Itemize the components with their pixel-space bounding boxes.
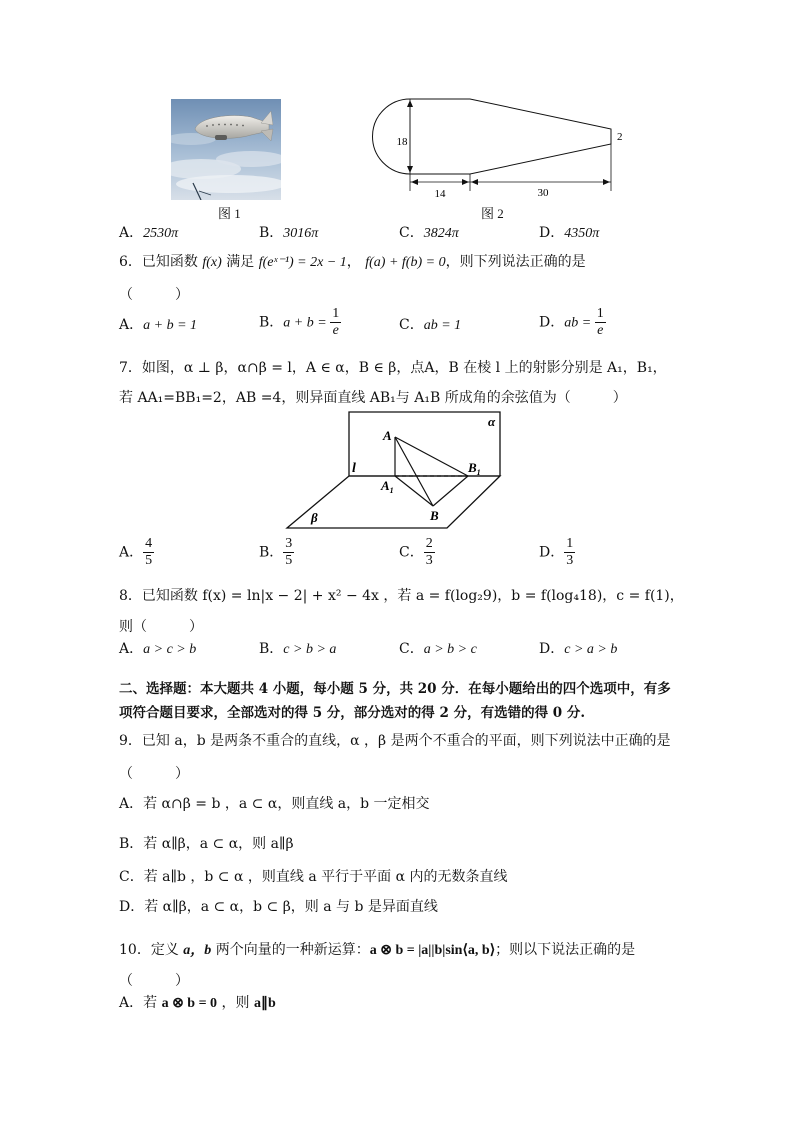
q10-formula: a ⊗ b = |a||b|sin⟨a, b⟩ xyxy=(369,943,496,958)
q9-option-d[interactable]: D．若 α∥β，a ⊂ α，b ⊂ β，则 a 与 b 是异面直线 xyxy=(119,899,438,915)
q7-label-A1-sub: 1 xyxy=(389,486,394,495)
q9-option-c[interactable]: C．若 a∥b ，b ⊂ α ，则直线 a 平行于平面 α 内的无数条直线 xyxy=(119,869,508,885)
airship-photo-image xyxy=(171,99,281,200)
option-label: A． xyxy=(119,317,144,333)
option-label: A． xyxy=(119,544,144,561)
fraction-denominator: e xyxy=(332,323,339,338)
option-value: c > a > b xyxy=(564,642,618,657)
q6-option-b[interactable] xyxy=(259,306,341,339)
fraction xyxy=(424,536,435,569)
q7-option-b[interactable] xyxy=(259,536,294,569)
fraction-numerator: 1 xyxy=(596,306,604,321)
q7-label-beta: β xyxy=(311,510,318,525)
option-label: D． xyxy=(539,314,565,331)
q6-option-a[interactable] xyxy=(119,316,197,335)
option-value: ab = 1 xyxy=(423,318,462,333)
option-value: a > b > c xyxy=(423,642,477,657)
option-label: A． xyxy=(119,225,144,241)
q5-option-b[interactable] xyxy=(259,224,318,243)
q5-option-a[interactable] xyxy=(119,224,178,243)
q7-label-alpha: α xyxy=(488,414,496,429)
q10-stem xyxy=(119,941,635,960)
fraction-numerator: 1 xyxy=(332,306,340,321)
q6-condition-2: f(a) + f(b) = 0 xyxy=(365,255,446,270)
q7-option-a[interactable] xyxy=(119,536,154,569)
option-label: B． xyxy=(259,641,284,657)
q8-stem-line-1: 8．已知函数 f(x) = ln|x − 2| + x² − 4x ，若 a = f(log₂9)，b = f(log₄18)，c = f(1)， xyxy=(119,588,684,604)
q7-label-B: B xyxy=(430,508,439,523)
q10-stem-b: 两个向量的一种新运算： xyxy=(211,942,370,958)
q5-option-c[interactable] xyxy=(399,224,459,243)
option-label: B． xyxy=(259,544,284,561)
option-value: 3016π xyxy=(283,226,319,241)
fraction xyxy=(143,536,154,569)
q10-option-a-mid: ，则 xyxy=(217,995,254,1011)
fig2-dim-14: 14 xyxy=(434,188,446,200)
q8-option-a[interactable] xyxy=(119,640,196,659)
option-value: 4350π xyxy=(564,226,600,241)
fraction xyxy=(564,536,575,569)
option-value: ab = xyxy=(564,315,595,331)
fraction-denominator: e xyxy=(597,323,604,338)
section-2-heading-line-2: 项符合题目要求，全部选对的得 5 分，部分选对的得 2 分，有选错的得 0 分. xyxy=(119,705,586,721)
option-value: a + b = 1 xyxy=(143,318,198,333)
q10-option-a-end: a∥b xyxy=(253,996,276,1011)
fig2-dim-2: 2 xyxy=(617,131,623,143)
option-label: A． xyxy=(119,641,144,657)
q7-label-A: A xyxy=(383,428,392,443)
q6-answer-paren: （ ） xyxy=(119,287,189,303)
q7-label-A1-main: A xyxy=(381,478,390,493)
q7-label-B1-main: B xyxy=(468,460,477,475)
q6-stem-c: ， xyxy=(346,254,361,270)
q10-stem-a: 10．定义 xyxy=(119,942,184,958)
figure-1-caption: 图 1 xyxy=(218,206,241,221)
option-label: B． xyxy=(259,314,284,331)
q6-fx: f(x) xyxy=(202,255,222,270)
fraction-numerator: 1 xyxy=(566,536,574,551)
fraction-numerator: 3 xyxy=(285,536,293,551)
q7-label-l: l xyxy=(352,461,356,476)
q10-option-a-formula: a ⊗ b = 0 xyxy=(161,996,218,1011)
q8-stem-line-2: 则（ ） xyxy=(119,619,203,635)
fraction-denominator: 3 xyxy=(566,553,574,568)
q9-answer-paren: （ ） xyxy=(119,766,189,782)
fraction-numerator: 4 xyxy=(145,536,153,551)
q6-stem-a: 6．已知函数 xyxy=(119,254,198,270)
q8-option-b[interactable] xyxy=(259,640,336,659)
q7-stem-line-2: 若 AA₁=BB₁=2，AB =4，则异面直线 AB₁与 A₁B 所成角的余弦值为（ ） xyxy=(119,390,627,406)
q7-option-d[interactable] xyxy=(539,536,575,569)
q6-option-c[interactable] xyxy=(399,316,461,335)
q7-label-B1-sub: 1 xyxy=(476,468,481,477)
q6-stem-d: ，则下列说法正确的是 xyxy=(445,254,586,270)
figure-2-caption: 图 2 xyxy=(481,206,504,221)
fraction-denominator: 5 xyxy=(285,553,293,568)
figure-1-photo xyxy=(171,99,281,200)
q10-option-a-label: A．若 xyxy=(119,995,162,1011)
option-label: D． xyxy=(539,544,565,561)
option-value: a > c > b xyxy=(143,642,197,657)
q8-option-c[interactable] xyxy=(399,640,477,659)
fraction xyxy=(283,536,294,569)
fraction-denominator: 3 xyxy=(425,553,433,568)
option-label: C． xyxy=(399,317,424,333)
q6-stem xyxy=(119,253,586,272)
section-2-heading-line-1: 二、选择题：本大题共 4 小题，每小题 5 分，共 20 分．在每小题给出的四个选项中，有多 xyxy=(119,681,671,697)
q10-stem-c: ；则以下说法正确的是 xyxy=(495,942,636,958)
q7-figure xyxy=(285,410,510,532)
q10-vectors: a，b xyxy=(183,943,212,958)
fraction-denominator: 5 xyxy=(145,553,153,568)
q6-stem-b: 满足 xyxy=(226,254,255,270)
q8-option-d[interactable] xyxy=(539,640,617,659)
fig2-dim-30: 30 xyxy=(537,187,549,199)
option-label: C． xyxy=(399,641,424,657)
option-label: C． xyxy=(399,544,424,561)
option-value: a + b = xyxy=(283,315,331,331)
fraction xyxy=(330,306,341,339)
option-value: c > b > a xyxy=(283,642,337,657)
fraction-numerator: 2 xyxy=(425,536,433,551)
fraction xyxy=(595,306,606,339)
q10-answer-paren: （ ） xyxy=(119,973,189,989)
option-label: D． xyxy=(539,641,565,657)
fig2-dim-18: 18 xyxy=(396,136,408,148)
option-label: C． xyxy=(399,225,424,241)
q9-option-b[interactable]: B．若 α∥β，a ⊂ α，则 a∥β xyxy=(119,836,294,852)
q10-option-a[interactable] xyxy=(119,994,276,1013)
option-value: 3824π xyxy=(423,226,459,241)
q7-option-c[interactable] xyxy=(399,536,435,569)
q9-option-a[interactable]: A．若 α∩β = b ，a ⊂ α，则直线 a，b 一定相交 xyxy=(119,796,430,812)
option-value: 2530π xyxy=(143,226,179,241)
option-label: B． xyxy=(259,225,284,241)
q5-option-d[interactable] xyxy=(539,224,599,243)
figure-2-drawing xyxy=(365,93,635,201)
q7-label-A1 xyxy=(380,478,394,495)
option-label: D． xyxy=(539,225,565,241)
q6-option-d[interactable] xyxy=(539,306,606,339)
q7-stem-line-1: 7．如图，α ⊥ β，α∩β = l，A ∈ α，B ∈ β，点A，B 在棱 l 上的射影分别是 A₁，B₁， xyxy=(119,360,667,376)
q6-condition: f(eˣ⁻¹) = 2x − 1 xyxy=(258,255,347,270)
q9-stem: 9．已知 a，b 是两条不重合的直线，α ，β 是两个不重合的平面，则下列说法中正确的是 xyxy=(119,733,671,749)
q7-label-B1 xyxy=(467,460,481,477)
